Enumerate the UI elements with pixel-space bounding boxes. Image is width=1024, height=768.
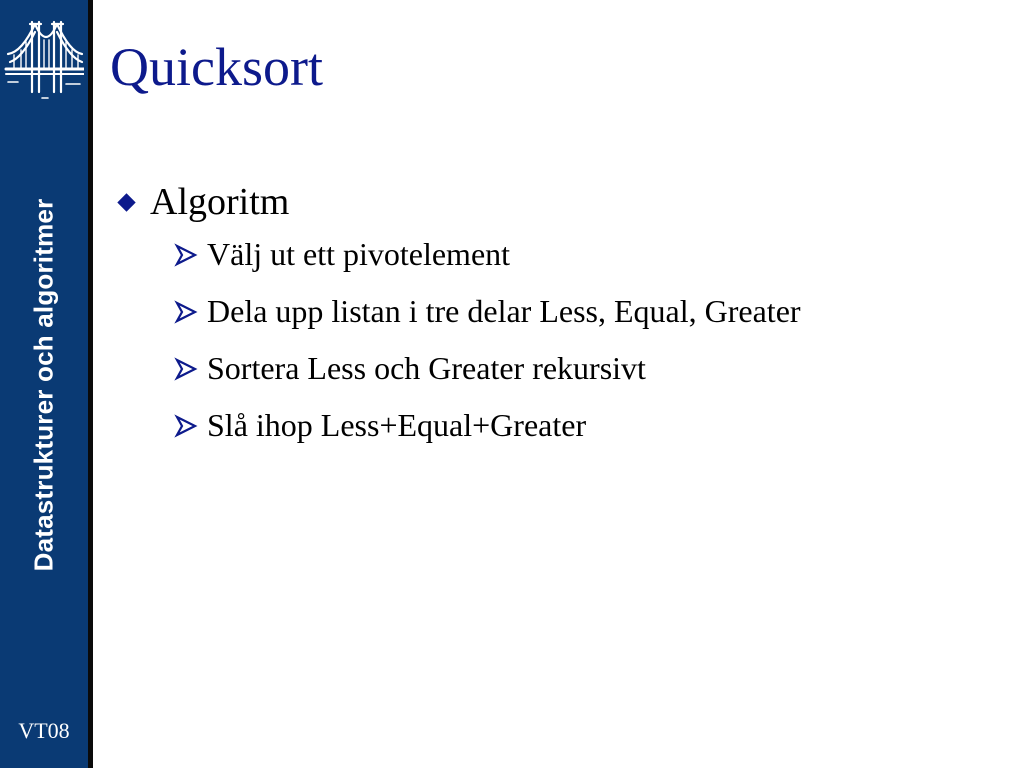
term-label: VT08	[18, 718, 70, 743]
slide-content	[113, 178, 1003, 454]
arrow-bullet-icon	[173, 243, 199, 267]
sub-bullet-item	[113, 226, 1003, 283]
arrow-bullet-icon	[173, 300, 199, 324]
bridge-logo-icon	[4, 14, 84, 106]
diamond-bullet-icon	[117, 193, 135, 211]
sidebar	[0, 0, 88, 768]
course-title: Datastrukturer och algoritmer	[28, 198, 59, 572]
sub-bullet-item	[113, 397, 1003, 454]
sub-bullet-text: Dela upp listan i tre delar Less, Equal, Greater	[207, 293, 801, 329]
bullet-text: Algoritm	[150, 181, 290, 223]
sub-bullet-text: Sortera Less och Greater rekursivt	[207, 350, 646, 386]
sub-bullet-item	[113, 340, 1003, 397]
arrow-bullet-icon	[173, 357, 199, 381]
sub-bullet-text: Slå ihop Less+Equal+Greater	[207, 407, 587, 443]
sub-bullet-item	[113, 283, 1003, 340]
bullet-item-algoritm	[113, 178, 1003, 226]
arrow-bullet-icon	[173, 414, 199, 438]
slide-title: Quicksort	[110, 37, 323, 97]
sub-bullet-text: Välj ut ett pivotelement	[207, 236, 511, 272]
sidebar-divider	[88, 0, 93, 768]
